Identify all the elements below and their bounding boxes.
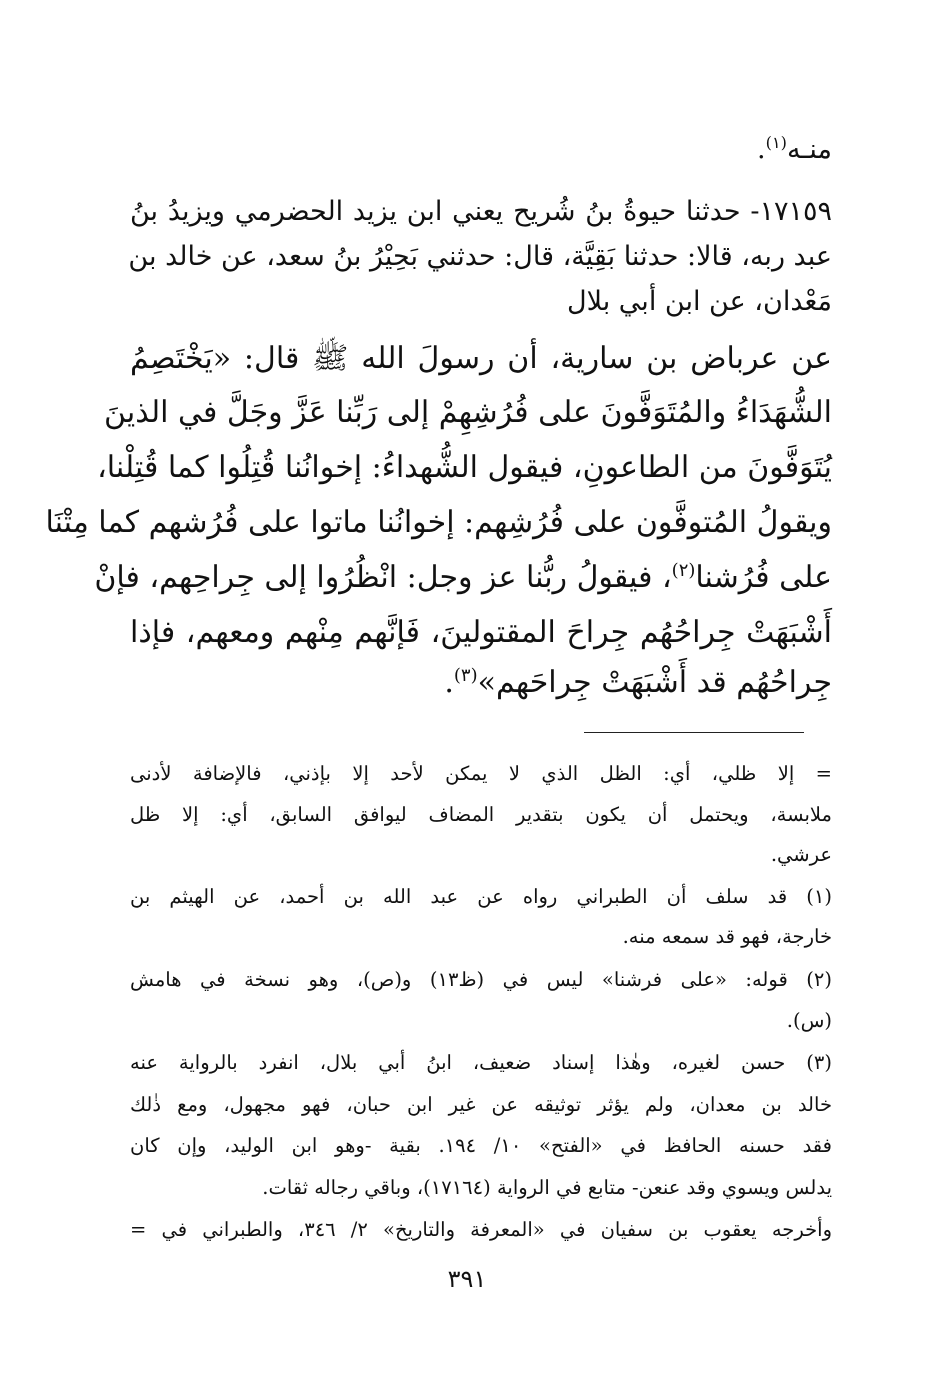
isnad-line: ١٧١٥٩- حدثنا حيوةُ بنُ شُريح يعني ابن يزيد الحضرمي ويزيدُ بنُ — [130, 196, 832, 227]
footnote-2-line: (س). — [786, 1009, 832, 1032]
footnote-separator — [584, 732, 804, 733]
continuation-tail: . — [757, 134, 766, 165]
footnote-ref-1: (١) — [765, 133, 787, 152]
footnote-3-line: فقد حسنه الحافظ في «الفتح» ١٠/ ١٩٤. بقية -وهو ابن الوليد، وإن كان — [130, 1134, 832, 1157]
matn-segment: جِراحُهُم قد أَشْبَهَتْ جِراحَهم» — [477, 665, 832, 700]
continuation-line — [130, 134, 832, 165]
footnote-1-line: (١) قد سلف أن الطبراني رواه عن عبد الله بن أحمد، عن الهيثم بن — [130, 885, 832, 908]
footnote-3-line: يدلس ويسوي وقد عنعن- متابع في الرواية (١٧١٦٤)، وباقي رجاله ثقات. — [262, 1176, 832, 1199]
continuation-text: منـه — [787, 134, 832, 165]
matn-line: يُتَوَفَّونَ من الطاعونِ، فيقول الشُّهداءُ: إخوانُنا قُتِلُوا كما قُتِلْنا، — [97, 450, 832, 485]
matn-segment: على فُرُشنا — [695, 560, 832, 595]
footnote-3-line: خالد بن معدان، ولم يؤثر توثيقه عن غير ابن حبان، فهو مجهول، ومع ذٰلك — [130, 1093, 832, 1116]
footnote-2-line: (٢) قوله: «على فرشنا» ليس في (ظ١٣) و(ص)، وهو نسخة في هامش — [130, 968, 832, 991]
isnad-line: مَعْدان، عن ابن أبي بلال — [566, 286, 832, 317]
isnad-line: عبد ربه، قالا: حدثنا بَقِيَّة، قال: حدثني بَحِيْرُ بنُ سعد، عن خالد بن — [128, 241, 832, 272]
footnote-3-line: (٣) حسن لغيره، وهٰذا إسناد ضعيف، ابنُ أبي بلال، انفرد بالرواية عنه — [130, 1051, 832, 1074]
footnote-continued-line: عرشي. — [770, 843, 832, 866]
footnote-continued-line: = إلا ظلي، أي: الظل الذي لا يمكن لأحد إلا بإذني، فالإضافة لأدنى — [130, 762, 832, 785]
page-number: ٣٩١ — [447, 1265, 487, 1293]
matn-segment: ، فيقولُ ربُّنا عز وجل: انْظُرُوا إلى جِراحِهم، فإنْ — [94, 560, 672, 595]
matn-line — [130, 665, 832, 700]
footnote-3-line: وأخرجه يعقوب بن سفيان في «المعرفة والتاريخ» ٢/ ٣٤٦، والطبراني في = — [130, 1218, 832, 1241]
matn-line: أَشْبَهَتْ جِراحُهُم جِراحَ المقتولينَ، فَإنَّهم مِنْهم ومعهم، فإذا — [130, 615, 832, 650]
matn-line — [94, 560, 832, 595]
footnote-ref-3: (٣) — [453, 665, 478, 686]
matn-tail: . — [444, 665, 454, 700]
matn-line: ويقولُ المُتوفَّون على فُرُشِهم: إخوانُنا ماتوا على فُرُشهم كما مِتْنَا — [45, 505, 832, 540]
footnote-ref-2: (٢) — [671, 560, 696, 581]
footnote-continued-line: ملابسة، ويحتمل أن يكون بتقدير المضاف ليوافق السابق، أي: إلا ظل — [130, 803, 832, 826]
footnote-1-line: خارجة، فهو قد سمعه منه. — [622, 925, 832, 948]
matn-line: الشُّهَدَاءُ والمُتَوَفَّونَ على فُرُشِهِمْ إلى رَبِّنا عَزَّ وجَلَّ في الذينَ — [104, 395, 832, 430]
matn-line: عن عرباض بن سارية، أن رسولَ الله ﷺ قال: «يَخْتَصِمُ — [130, 341, 832, 376]
